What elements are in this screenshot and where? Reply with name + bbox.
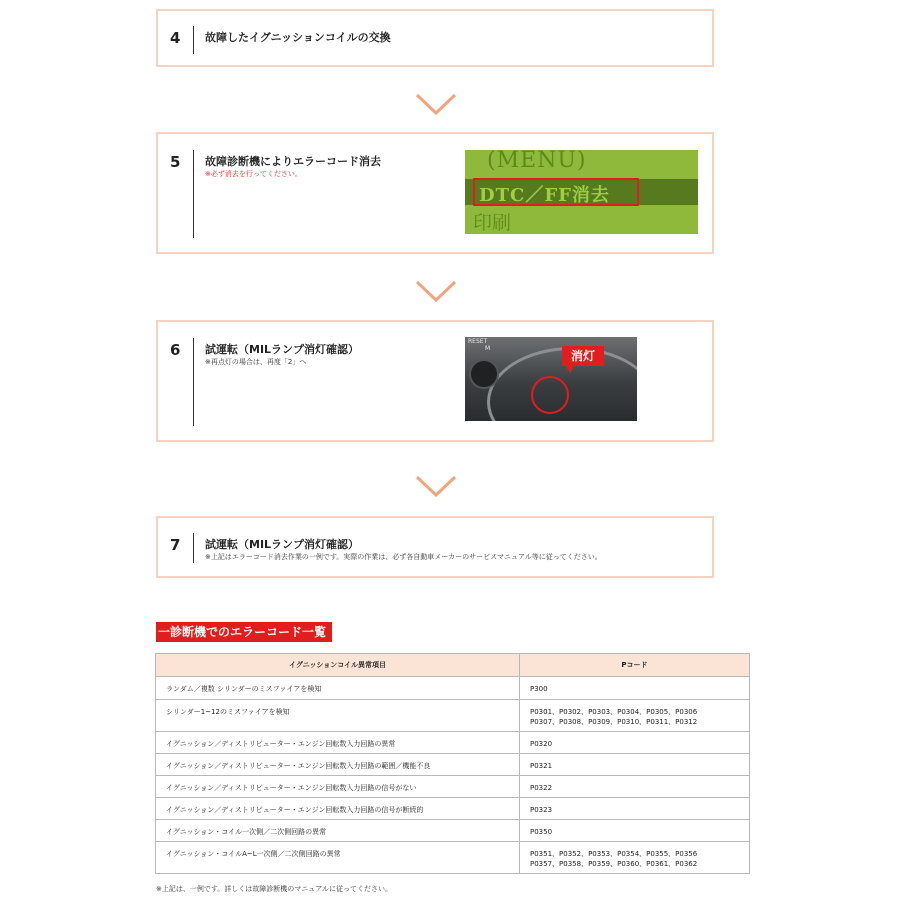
code-cell [520,677,750,700]
lcd-highlight-box [473,178,639,206]
code-line: P0320 [530,740,553,748]
step-7-box [156,516,714,578]
step-divider [193,338,194,426]
item-cell: ランダム／複数 シリンダーのミスファイアを検知 [156,677,520,700]
code-line: P0323 [530,806,553,814]
table-header-row [156,654,750,677]
lcd-menu-text: (MENU) [487,150,587,173]
table-row [156,677,750,700]
code-cell [520,754,750,776]
code-line: P0357、P0358、P0359、P0360、P0361、P0362 [530,860,698,868]
code-cell [520,700,750,732]
lcd-print-item: 印刷 [473,212,512,234]
code-cell [520,798,750,820]
code-cell [520,820,750,842]
table-row [156,776,750,798]
reset-knob [469,359,499,389]
diagnostic-lcd-photo [465,150,698,234]
m-label: M [485,345,491,352]
code-line: P0321 [530,762,553,770]
step-title: 試運転（MILランプ消灯確認） [205,538,360,551]
step-number: 4 [170,29,181,47]
table-row [156,732,750,754]
callout-tail [565,365,575,373]
step-number: 5 [170,153,181,171]
lamp-off-callout: 消灯 [562,346,604,366]
column-header-item: イグニッションコイル異常項目 [156,654,520,677]
step-number: 6 [170,341,181,359]
step-divider [193,26,194,54]
code-cell [520,776,750,798]
item-cell: イグニッション／ディストリビューター・エンジン回転数入力回路の範囲／機能不良 [156,754,520,776]
step-note: ※上記はエラーコード消去作業の一例です。実際の作業は、必ず各自動車メーカーのサービスマニュアル等に従ってください。 [205,553,602,561]
section-heading: 一診断機でのエラーコード一覧 [156,622,332,642]
chevron-down-icon [415,279,457,303]
code-cell [520,842,750,874]
table-footnote: ※上記は、一例です。詳しくは故障診断機のマニュアルに従ってください。 [156,885,393,893]
error-code-table [155,653,750,874]
item-cell: イグニッション・コイルA~L一次側／二次側回路の異常 [156,842,520,874]
step-number: 7 [170,536,181,554]
step-4-box [156,9,714,67]
chevron-down-icon [415,474,457,498]
code-line: P0322 [530,784,553,792]
column-header-code: Pコード [520,654,750,677]
table-row [156,700,750,732]
chevron-down-icon [415,92,457,116]
item-cell: イグニッション／ディストリビューター・エンジン回転数入力回路の信号が断続的 [156,798,520,820]
code-line: P0301、P0302、P0303、P0304、P0305、P0306 [530,708,698,716]
code-line: P0351、P0352、P0353、P0354、P0355、P0356 [530,850,698,858]
table-row [156,798,750,820]
lcd-selected-item: DTC／FF消去 [479,185,610,206]
instrument-cluster-photo [465,337,637,421]
step-note: ※再点灯の場合は、再度「2」へ [205,358,307,366]
step-title: 故障診断機によりエラーコード消去 [205,155,381,168]
step-title: 試運転（MILランプ消灯確認） [205,343,360,356]
table-row [156,820,750,842]
item-cell: イグニッション／ディストリビューター・エンジン回転数入力回路の信号がない [156,776,520,798]
reset-label: RESET [468,338,488,345]
step-title: 故障したイグニッションコイルの交換 [205,31,391,44]
table-row [156,842,750,874]
mil-lamp-highlight-circle [531,376,569,414]
item-cell: イグニッション・コイル一次側／二次側回路の異常 [156,820,520,842]
step-note: ※必ず消去を行ってください。 [205,170,302,178]
table-row [156,754,750,776]
step-divider [193,150,194,238]
code-line: P300 [530,685,548,693]
item-cell: シリンダー1~12のミスファイアを検知 [156,700,520,732]
code-cell [520,732,750,754]
code-line: P0307、P0308、P0309、P0310、P0311、P0312 [530,718,698,726]
step-divider [193,533,194,563]
code-line: P0350 [530,828,553,836]
item-cell: イグニッション／ディストリビューター・エンジン回転数入力回路の異常 [156,732,520,754]
